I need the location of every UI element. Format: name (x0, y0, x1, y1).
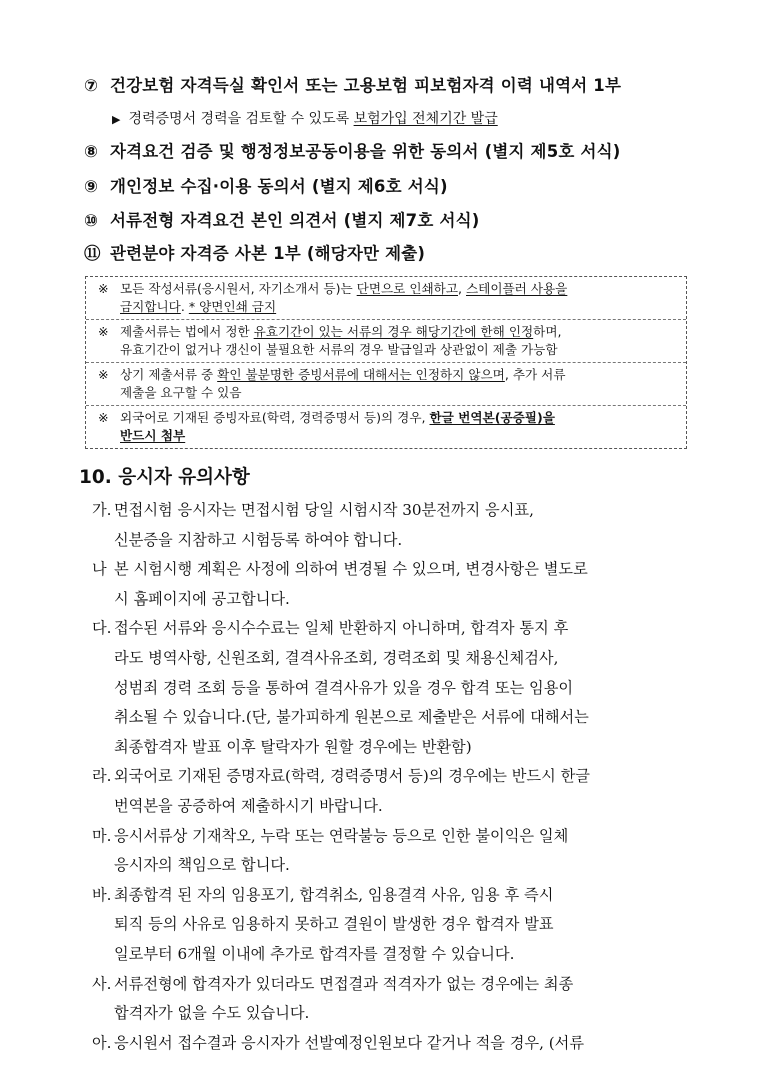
notice-item-a (92, 1029, 704, 1059)
requirement-text: 건강보험 자격득실 확인서 또는 고용보험 피보험자격 이력 내역서 1부 (110, 76, 622, 95)
item-line: 서류전형에 합격자가 있더라도 면접결과 적격자가 없는 경우에는 최종 (114, 974, 574, 993)
notice-item-ba (92, 881, 704, 970)
notice-item-ga (92, 496, 704, 555)
note-text: . (180, 299, 189, 314)
requirement-item-7 (84, 72, 621, 96)
reference-mark: ※ (98, 324, 109, 339)
section-title: 10. 응시자 유의사항 (79, 467, 250, 488)
requirement-number: ⑧ (84, 142, 99, 161)
notice-item-ma (92, 822, 704, 881)
item-line: 본 시험시행 계획은 사정에 의하여 변경될 수 있으며, 변경사항은 별도로 (114, 560, 588, 579)
note-text: 상기 제출서류 중 (120, 367, 218, 382)
note-text: 하며, (533, 324, 562, 339)
item-line: 번역본을 공증하여 제출하시기 바랍니다. (114, 796, 383, 815)
requirement-number: ⑪ (84, 244, 101, 263)
note-underlined-text: 금지합니다 (120, 299, 181, 314)
note-text: 유효기간이 없거나 갱신이 불필요한 서류의 경우 발급일과 상관없이 제출 가능함 (120, 342, 558, 357)
requirement-item-11 (84, 240, 425, 264)
requirement-item-9 (84, 173, 448, 197)
item-line: 라도 병역사항, 신원조회, 결격사유조회, 경력조회 및 채용신체검사, (114, 648, 559, 667)
note-item (86, 320, 686, 363)
note-underlined-text: 단면으로 인쇄하고 (356, 281, 458, 296)
sub-note-text: 경력증명서 경력을 검토할 수 있도록 (128, 111, 354, 127)
notice-item-da (92, 614, 704, 762)
requirement-text: 개인정보 수집·이용 동의서 (별지 제6호 서식) (110, 177, 448, 196)
item-label: 다. (92, 619, 112, 638)
note-underlined-text: 확인 불분명한 증빙서류에 대해서는 인정하지 않으며 (217, 367, 505, 382)
note-underlined-text: * 양면인쇄 금지 (188, 299, 277, 314)
item-label: 가. (92, 501, 112, 519)
reference-mark: ※ (98, 367, 109, 382)
item-line: 접수된 서류와 응시수수료는 일체 반환하지 아니하며, 합격자 통지 후 (114, 619, 569, 638)
reference-mark: ※ (98, 410, 109, 425)
item-line: 응시자의 책임으로 합니다. (114, 856, 290, 875)
note-text: 모든 작성서류(응시원서, 자기소개서 등)는 (120, 281, 357, 296)
note-text: 제출서류는 법에서 정한 (120, 324, 254, 339)
item-line: 면접시험 응시자는 면접시험 당일 시험시작 30분전까지 응시표, (114, 501, 534, 519)
item-label: 마. (92, 826, 112, 845)
requirement-item-10 (84, 207, 479, 231)
item-line: 최종합격자 발표 이후 탈락자가 원할 경우에는 반환함) (114, 737, 472, 756)
note-text: 외국어로 기재된 증빙자료(학력, 경력증명서 등)의 경우, (120, 410, 430, 425)
notice-item-ra (92, 762, 704, 821)
item-label: 라. (92, 767, 112, 786)
requirement-item-8 (84, 138, 620, 162)
notice-item-na (92, 555, 704, 614)
item-label: 바. (92, 885, 112, 904)
item-line: 합격자가 없을 수도 있습니다. (114, 1004, 310, 1023)
requirement-number: ⑨ (84, 177, 99, 196)
requirement-text: 관련분야 자격증 사본 1부 (해당자만 제출) (110, 244, 426, 263)
note-bold-underlined-text: 한글 번역본(공증필)을 (429, 410, 555, 425)
notice-items-list (92, 496, 704, 1058)
sub-note-underlined-text: 보험가입 전체기간 발급 (353, 111, 498, 127)
note-text: 제출을 요구할 수 있음 (120, 385, 242, 400)
item-line: 최종합격 된 자의 임용포기, 합격취소, 임용결격 사유, 임용 후 즉시 (114, 885, 554, 904)
requirement-sub-note (112, 108, 498, 128)
item-line: 외국어로 기재된 증명자료(학력, 경력증명서 등)의 경우에는 반드시 한글 (114, 767, 590, 786)
reference-mark: ※ (98, 281, 109, 296)
note-underlined-text: 스테이플러 사용을 (466, 281, 568, 296)
note-text: , (458, 281, 467, 296)
item-label: 아. (92, 1033, 112, 1052)
note-item (86, 363, 686, 406)
notice-item-sa (92, 970, 704, 1029)
requirement-number: ⑦ (84, 76, 99, 95)
requirement-text: 서류전형 자격요건 본인 의견서 (별지 제7호 서식) (110, 211, 480, 230)
item-line: 퇴직 등의 사유로 임용하지 못하고 결원이 발생한 경우 합격자 발표 (114, 915, 554, 934)
note-underlined-text: 유효기간이 있는 서류의 경우 해당기간에 한해 인정 (253, 324, 534, 339)
item-line: 성범죄 경력 조회 등을 통하여 결격사유가 있을 경우 합격 또는 임용이 (114, 678, 574, 697)
item-line: 시 홈페이지에 공고합니다. (114, 589, 290, 608)
triangle-bullet-icon: ▶ (112, 113, 121, 126)
item-line: 응시원서 접수결과 응시자가 선발예정인원보다 같거나 적을 경우, (서류 (114, 1033, 585, 1052)
note-text: , 추가 서류 (504, 367, 566, 382)
note-item (86, 406, 686, 448)
item-label: 사. (92, 974, 112, 993)
note-bold-underlined-text: 반드시 첨부 (120, 428, 186, 443)
item-line: 일로부터 6개월 이내에 추가로 합격자를 결정할 수 있습니다. (114, 944, 515, 963)
requirement-number: ⑩ (84, 211, 99, 230)
item-label: 나 (92, 560, 107, 579)
item-line: 신분증을 지참하고 시험등록 하여야 합니다. (114, 530, 403, 549)
requirement-text: 자격요건 검증 및 행정정보공동이용을 위한 동의서 (별지 제5호 서식) (110, 142, 621, 161)
item-line: 취소될 수 있습니다.(단, 불가피하게 원본으로 제출받은 서류에 대해서는 (114, 708, 589, 727)
note-item (86, 277, 686, 320)
notes-box (85, 276, 687, 449)
item-line: 응시서류상 기재착오, 누락 또는 연락불능 등으로 인한 불이익은 일체 (114, 826, 569, 845)
